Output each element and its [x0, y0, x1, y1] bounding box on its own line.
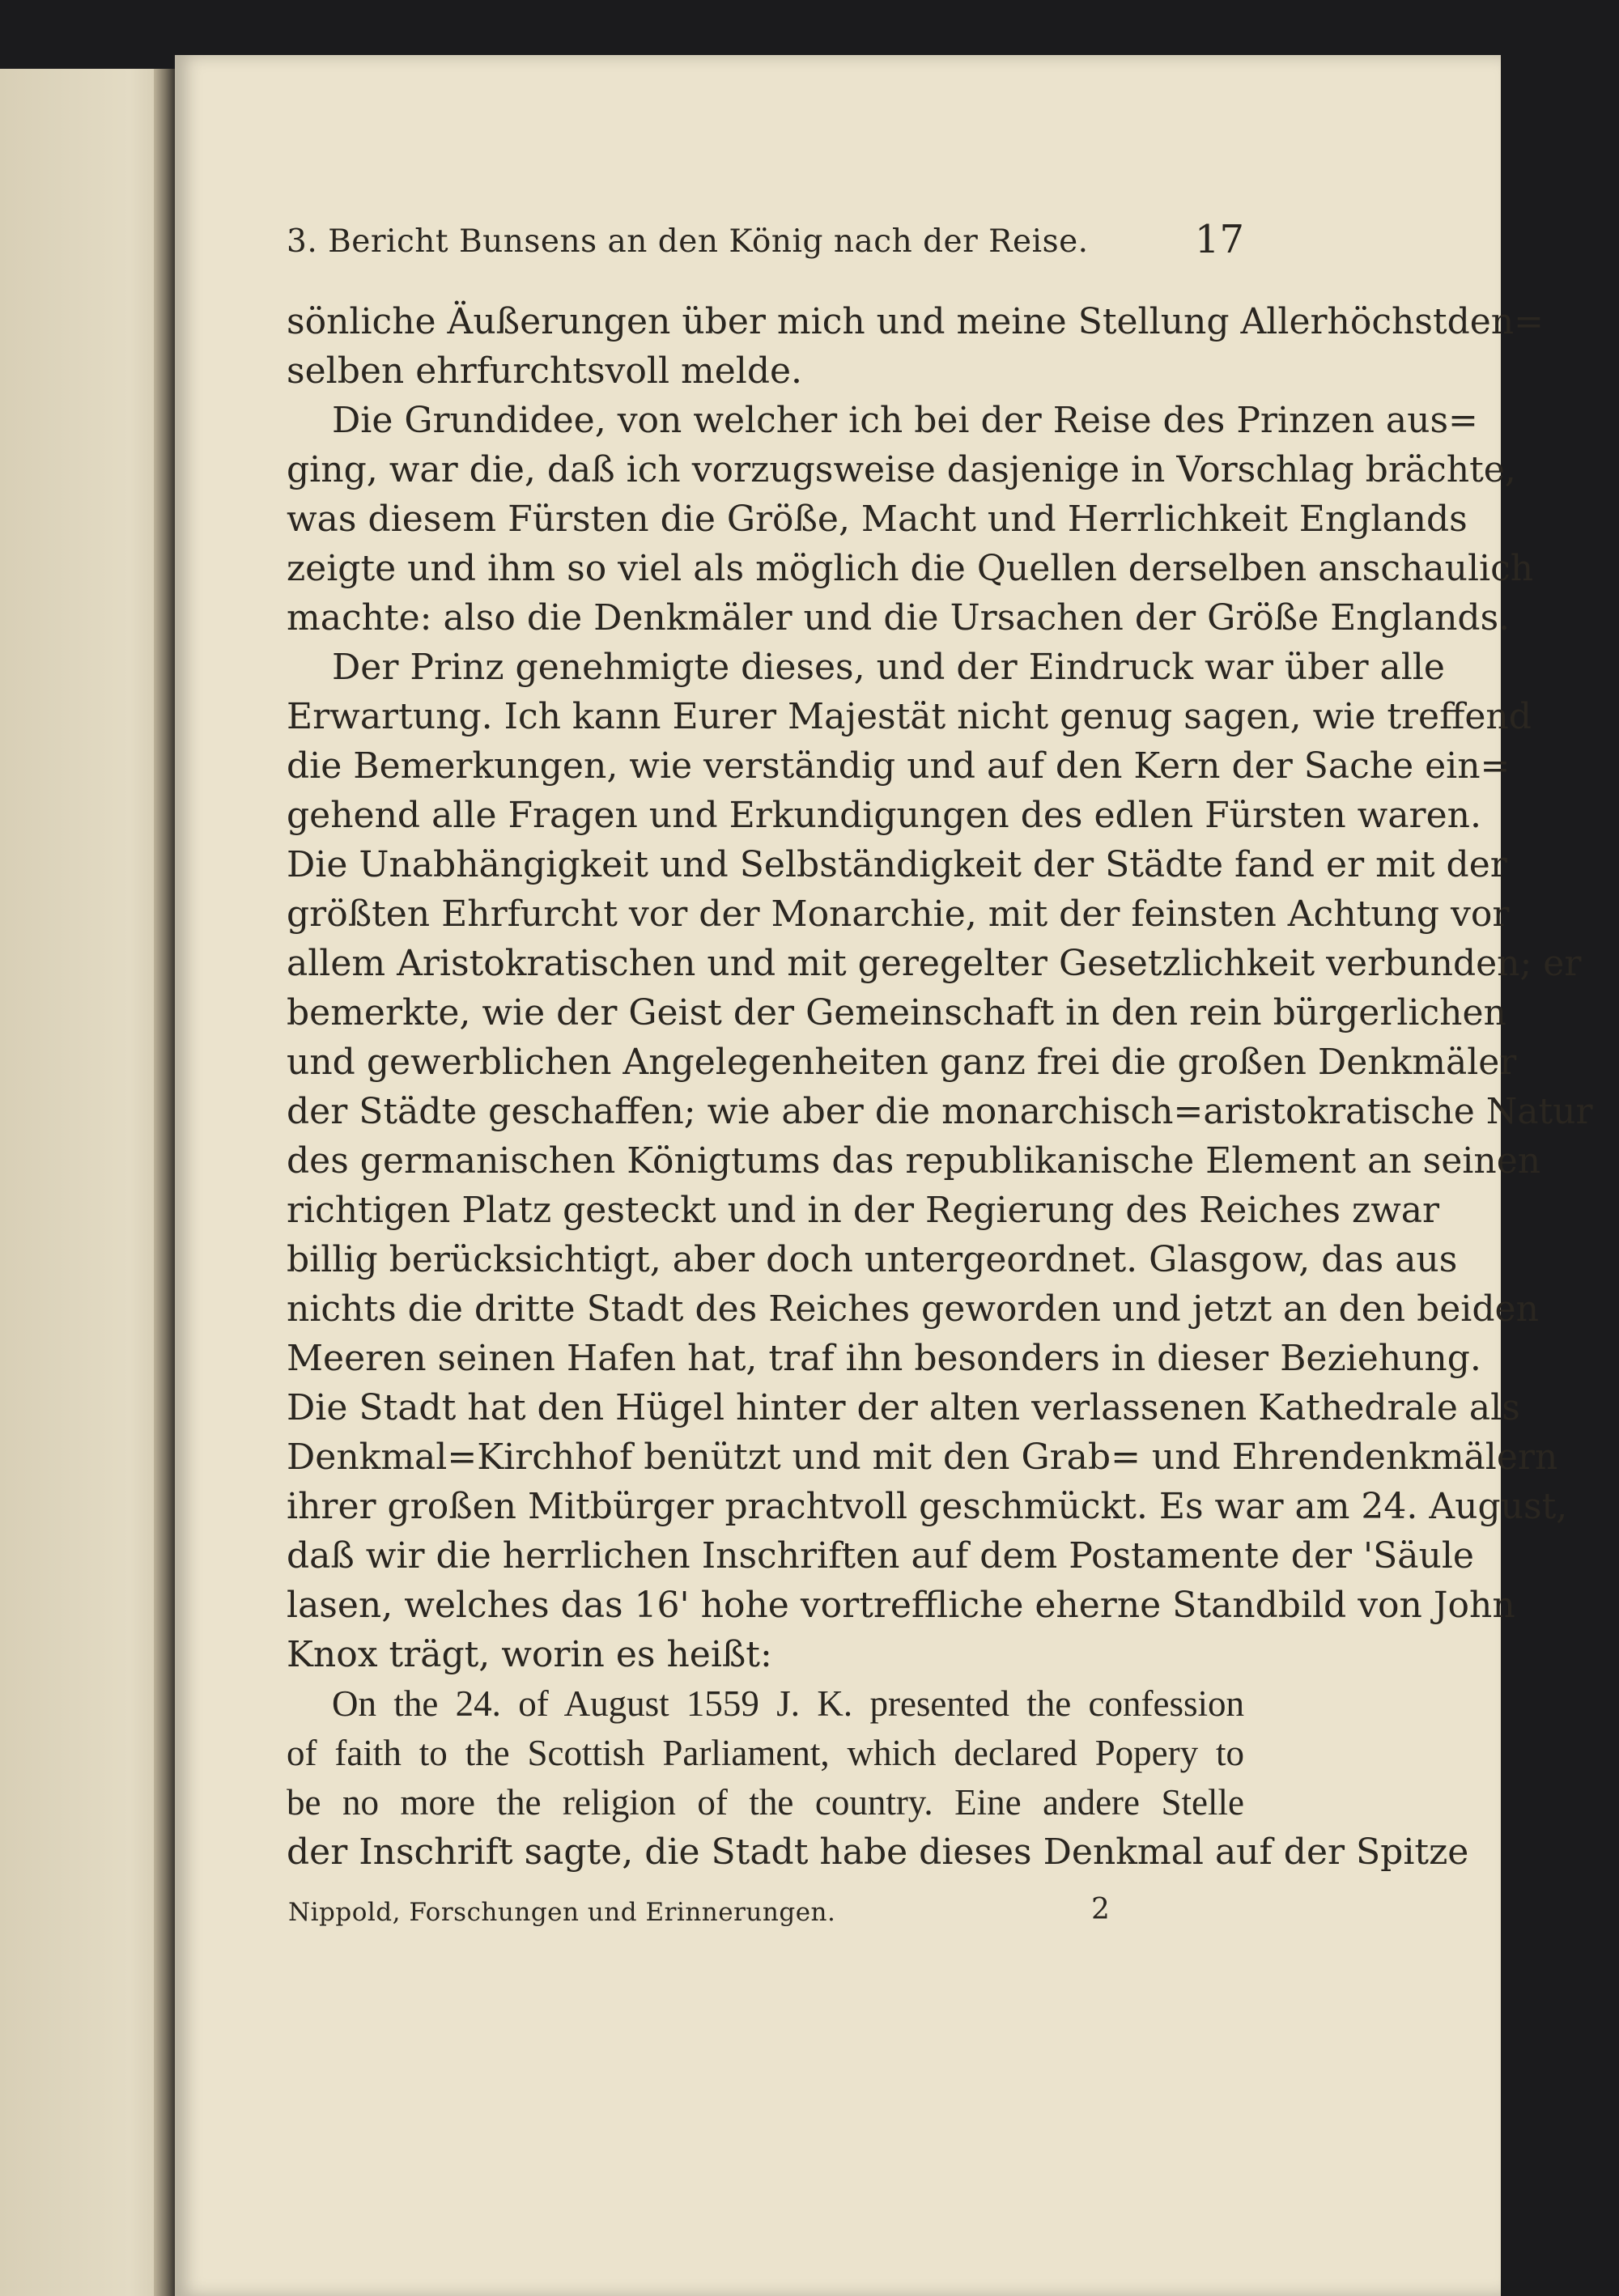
text-line: Meeren seinen Hafen hat, traf ihn besonders in dieser Beziehung. — [287, 1338, 1481, 1379]
text-line: ging, war die, daß ich vorzugsweise dasjenige in Vorschlag brächte, — [287, 449, 1516, 490]
text-line: nichts die dritte Stadt des Reiches geworden und jetzt an den beiden — [287, 1288, 1539, 1330]
text-line: zeigte und ihm so viel als möglich die Quellen derselben anschaulich — [287, 548, 1534, 589]
text-line: ihrer großen Mitbürger prachtvoll geschmückt. Es war am 24. August, — [287, 1486, 1568, 1527]
text-line: der Inschrift sagte, die Stadt habe dieses Denkmal auf der Spitze — [287, 1831, 1469, 1873]
text-line: richtigen Platz gesteckt und in der Regierung des Reiches zwar — [287, 1190, 1440, 1231]
text-line: was diesem Fürsten die Größe, Macht und Herrlichkeit Englands — [287, 499, 1468, 540]
text-line: sönliche Äußerungen über mich und meine Stellung Allerhöchstden= — [287, 301, 1544, 342]
text-line: gehend alle Fragen und Erkundigungen des edlen Fürsten waren. — [287, 795, 1481, 836]
page-number: 17 — [1194, 217, 1244, 262]
text-line: bemerkte, wie der Geist der Gemeinschaft in den rein bürgerlichen — [287, 992, 1506, 1033]
signature-mark: 2 — [1091, 1893, 1110, 1926]
text-line: Der Prinz genehmigte dieses, und der Eindruck war über alle — [332, 647, 1445, 688]
text-line: billig berücksichtigt, aber doch untergeordnet. Glasgow, das aus — [287, 1239, 1458, 1280]
text-line: Die Grundidee, von welcher ich bei der Reise des Prinzen aus= — [332, 400, 1478, 441]
quotation-line: of faith to the Scottish Parliament, which declared Popery to — [287, 1733, 1244, 1773]
text-line: selben ehrfurchtsvoll melde. — [287, 350, 803, 392]
body-text — [287, 297, 1593, 1877]
quotation-line: be no more the religion of the country. Eine andere Stelle — [287, 1782, 1244, 1823]
quotation-line: On the 24. of August 1559 J. K. presented the confession — [332, 1683, 1244, 1724]
text-line: Die Unabhängigkeit und Selbständigkeit der Städte fand er mit der — [287, 844, 1507, 885]
page-header — [287, 217, 1244, 274]
footer-book-title: Nippold, Forschungen und Erinnerungen. — [288, 1898, 836, 1927]
book-spine — [154, 69, 175, 2296]
text-line: der Städte geschaffen; wie aber die monarchisch=aristokratische Natur — [287, 1091, 1593, 1132]
text-line: des germanischen Königtums das republikanische Element an seinen — [287, 1140, 1541, 1182]
text-line: Erwartung. Ich kann Eurer Majestät nicht genug sagen, wie treffend — [287, 696, 1532, 737]
text-line: daß wir die herrlichen Inschriften auf dem Postamente der 'Säule — [287, 1535, 1474, 1577]
text-line: Knox trägt, worin es heißt: — [287, 1634, 772, 1675]
text-line: die Bemerkungen, wie verständig und auf den Kern der Sache ein= — [287, 745, 1511, 787]
text-line: Denkmal=Kirchhof benützt und mit den Grab= und Ehrendenkmälern — [287, 1437, 1558, 1478]
text-line: machte: also die Denkmäler und die Ursachen der Größe Englands. — [287, 597, 1511, 639]
text-line: allem Aristokratischen und mit geregelter Gesetzlichkeit verbunden; er — [287, 943, 1582, 984]
text-line: Die Stadt hat den Hügel hinter der alten verlassenen Kathedrale als — [287, 1387, 1520, 1428]
running-head: 3. Bericht Bunsens an den König nach der Reise. — [287, 223, 1089, 260]
facing-page-edge — [0, 69, 174, 2296]
text-line: und gewerblichen Angelegenheiten ganz frei die großen Denkmäler — [287, 1042, 1517, 1083]
text-line: lasen, welches das 16' hohe vortreffliche eherne Standbild von John — [287, 1585, 1515, 1626]
text-line: größten Ehrfurcht vor der Monarchie, mit der feinsten Achtung vor — [287, 893, 1510, 935]
page-footer — [287, 1893, 1244, 1938]
